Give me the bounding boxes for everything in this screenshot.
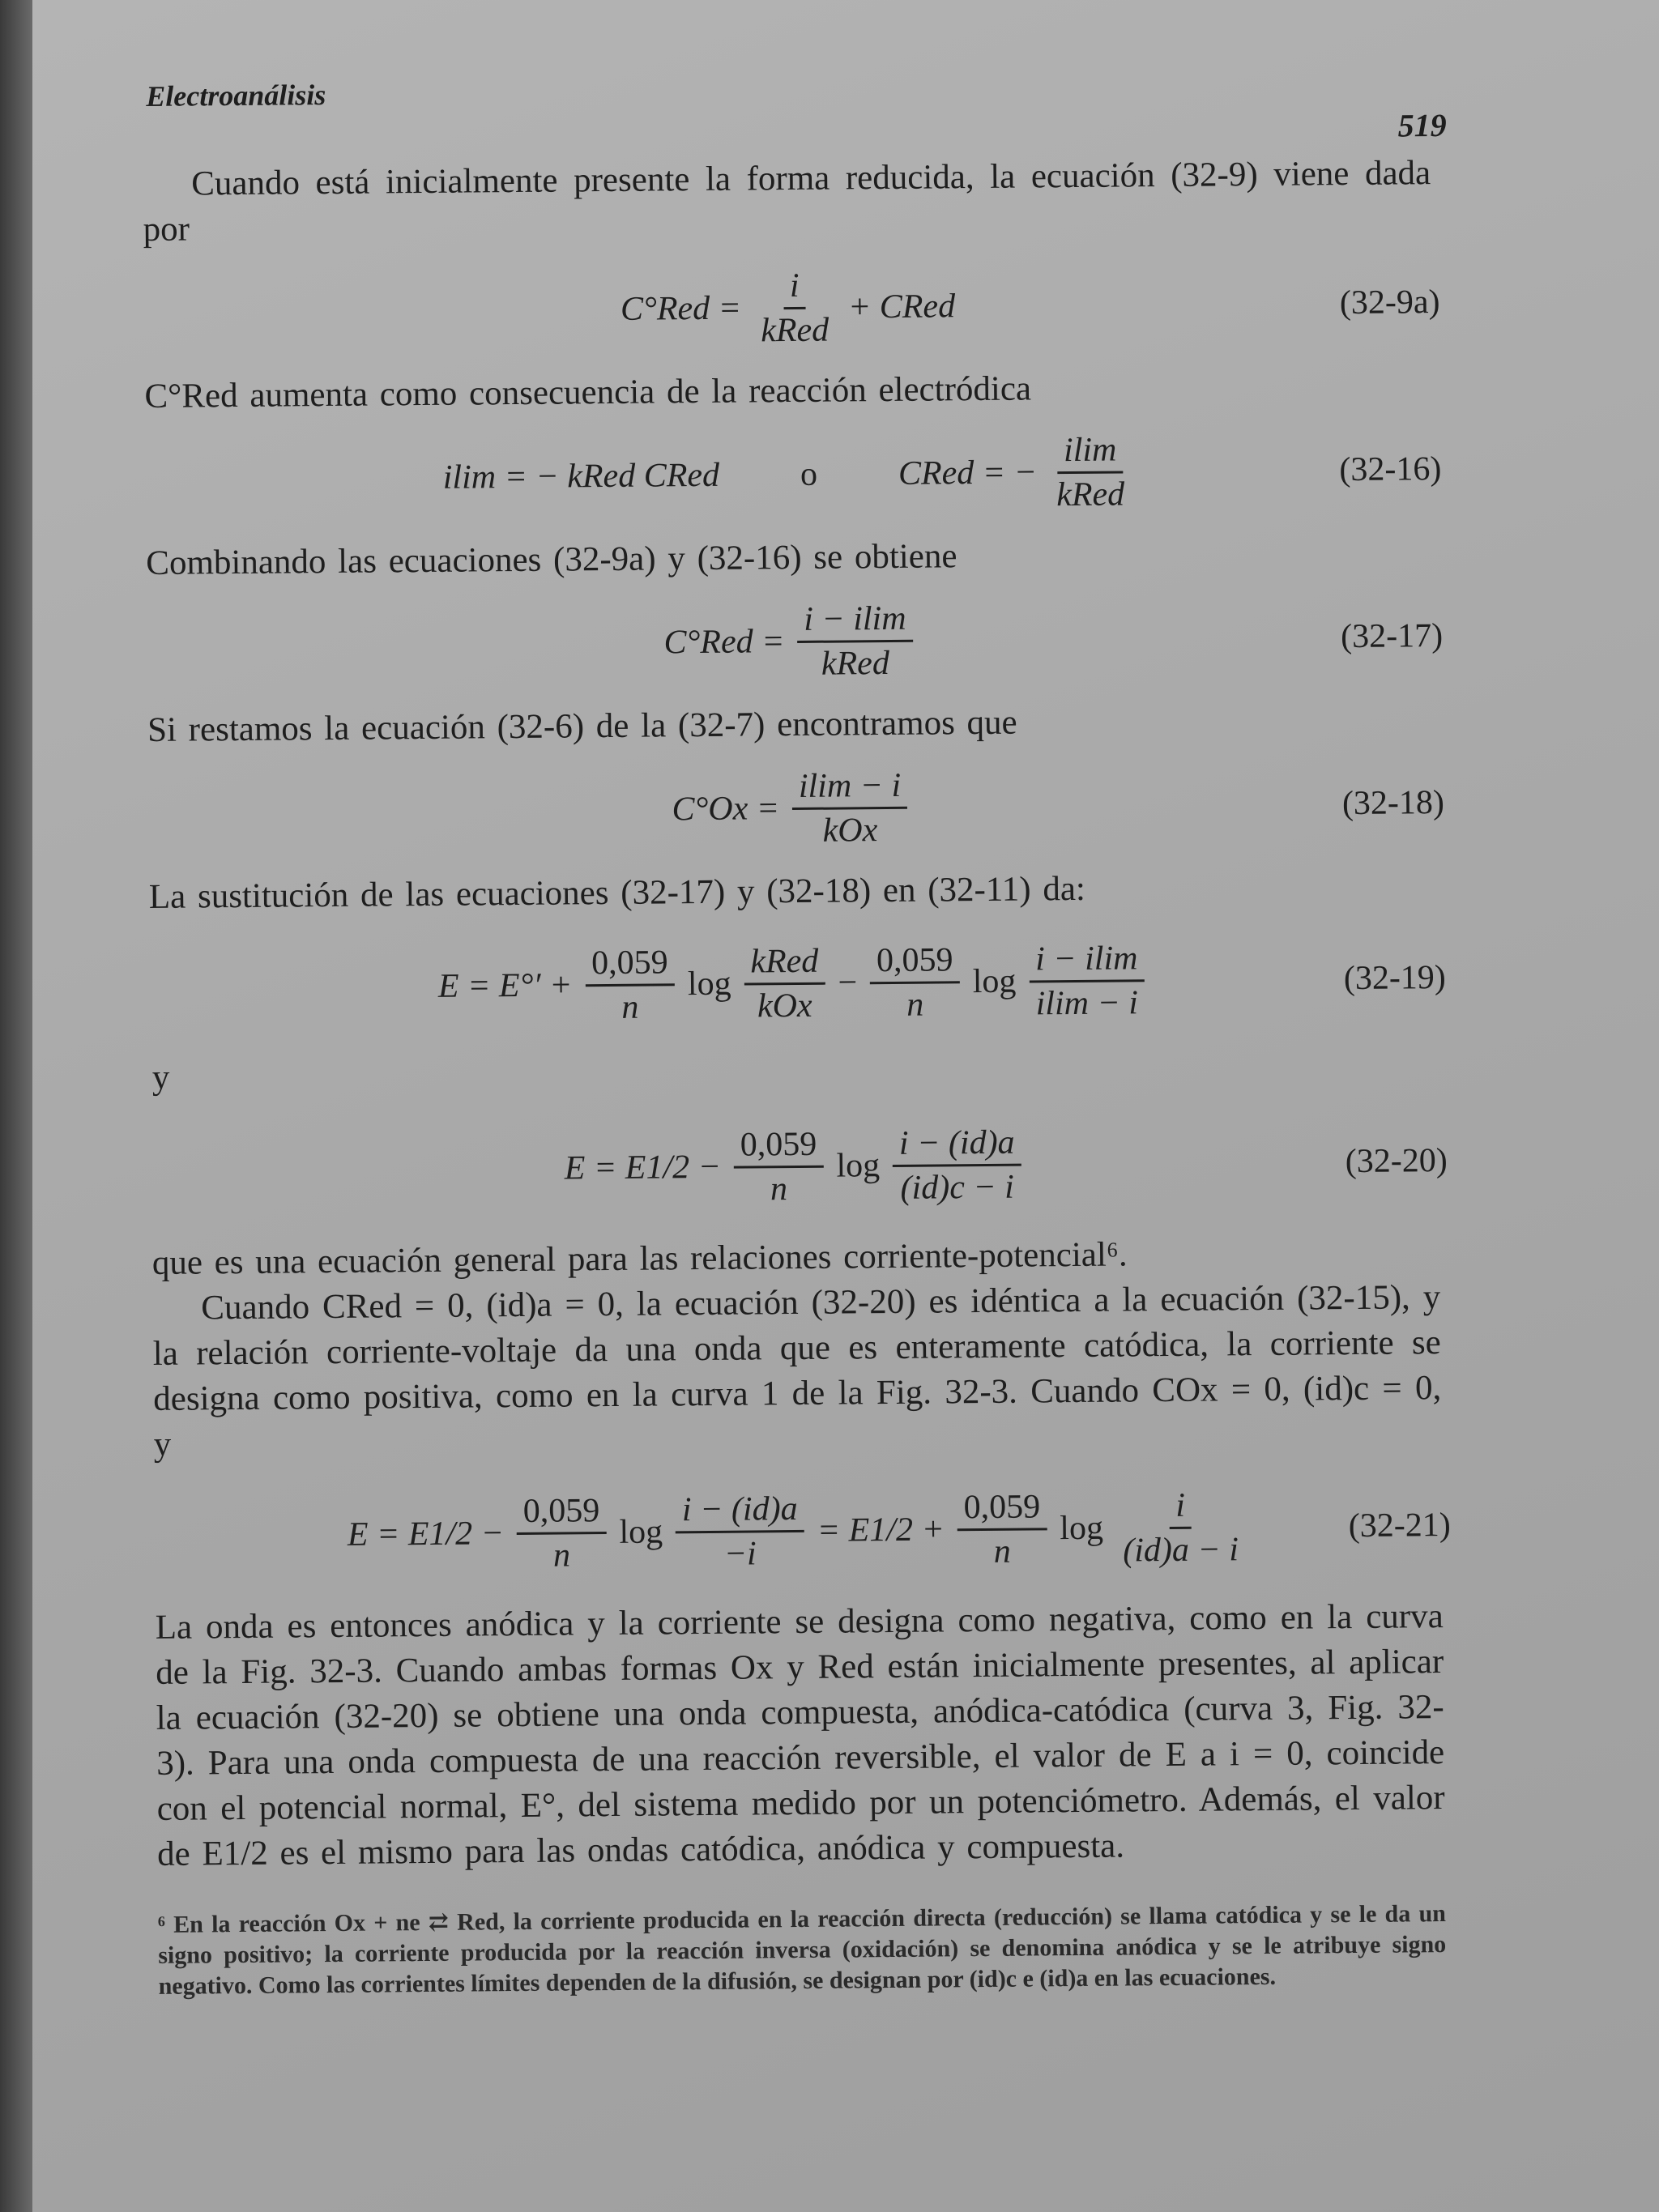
eq-19-coefficient-2 [870, 940, 960, 1025]
eq-17-denominator: kRed [821, 644, 890, 683]
paragraph-8: La onda es entonces anódica y la corriente se designa como negativa, como en la curva de la Fig. 32-3. Cuando ambas formas Ox y Red están inicialmente presentes, al aplicar la ecuación (32-20) se obtiene una onda compuesta, anódica-catódica (curva 3, Fig. 32-3). Para una onda compuesta de una reacción reversible, el valor de E a i = 0, coincide con el potencial normal, E°, del sistema medido por un potenciómetro. Además, el valor de E1/2 es el mismo para las ondas catódica, anódica y compuesta. [155, 1597, 1445, 1873]
eq-19-num1: kRed [744, 941, 825, 985]
conjunction-y: y [151, 1058, 170, 1097]
eq-19-fraction-2 [1029, 939, 1145, 1023]
eq-21-mid: = E1/2 + [817, 1511, 945, 1549]
eq-19-num2: i − ilim [1029, 939, 1145, 982]
eq-19-den2: ilim − i [1035, 983, 1139, 1022]
equation-number: (32-17) [1340, 617, 1444, 656]
eq-18-denominator: kOx [822, 811, 878, 850]
equation-32-19 [149, 909, 1447, 1058]
eq-21-log-2: log [1060, 1509, 1104, 1548]
eq-21-n1: n [552, 1536, 571, 1575]
equation-number: (32-19) [1343, 958, 1447, 998]
eq-9a-tail: + CRed [847, 288, 956, 326]
eq-21-lhs: E = E1/2 − [347, 1515, 505, 1554]
eq-18-lhs: C°Ox = [672, 790, 780, 829]
paragraph-6: que es una ecuación general para las relaciones corriente-potencial⁶. [151, 1235, 1128, 1282]
eq-17-numerator: i − ilim [797, 599, 913, 642]
eq-19-lhs: E = E°′ + [437, 966, 573, 1005]
eq-21-coefficient-2 [957, 1487, 1047, 1571]
footnote: ⁶ En la reacción Ox + ne ⇄ Red, la corriente producida en la reacción directa (reducción) se llama catódica y se le da un signo positivo; la corriente producida por la reacción inversa (oxidación) se denomina anódica y se le atribuye signo negativo. Como las corrientes límites dependen de la difusión, se designan por (id)c e (id)a en las ecuaciones. [157, 1900, 1447, 2000]
equation-number: (32-21) [1348, 1506, 1451, 1545]
eq-20-fraction [893, 1123, 1022, 1207]
eq-20-n: n [770, 1170, 788, 1208]
eq-19-minus: − [838, 964, 858, 1002]
eq-20-numerator: i − (id)a [893, 1123, 1021, 1166]
equation-32-20 [151, 1092, 1448, 1241]
eq-9a-numerator: i [783, 266, 806, 309]
eq-9a-denominator: kRed [761, 311, 830, 349]
eq-20-c: 0,059 [734, 1124, 824, 1168]
eq-21-num1: i − (id)a [676, 1489, 804, 1532]
eq-9a-fraction [754, 266, 836, 350]
running-head: Electroanálisis [146, 79, 326, 113]
equation-number: (32-16) [1339, 450, 1442, 489]
eq-16-fraction [1050, 430, 1132, 514]
eq-21-coefficient-1 [517, 1491, 607, 1575]
paragraph-5: La sustitución de las ecuaciones (32-17) y (32-18) en (32-11) da: [148, 869, 1086, 916]
paragraph-7: Cuando CRed = 0, (id)a = 0, la ecuación (32-20) es idéntica a la ecuación (32-15), y la relación corriente-voltaje da una onda que es enteramente catódica, la corriente se designa como positiva, como en la curva 1 de la Fig. 32-3. Cuando COx = 0, (id)c = 0, y [152, 1278, 1442, 1464]
page-number: 519 [1397, 106, 1447, 144]
eq-19-log-2: log [972, 962, 1017, 1001]
equation-32-16 [145, 408, 1442, 541]
equation-32-17 [147, 575, 1444, 708]
eq-17-fraction [797, 599, 913, 683]
eq-21-log-1: log [619, 1513, 663, 1551]
equation-32-9a [143, 241, 1440, 374]
eq-16-denominator: kRed [1056, 475, 1125, 514]
eq-9a-lhs: C°Red = [620, 289, 742, 328]
eq-19-n2: n [906, 986, 924, 1024]
eq-20-denominator: (id)c − i [900, 1168, 1015, 1207]
page-content [142, 62, 1451, 2002]
paragraph-4: Si restamos la ecuación (32-6) de la (32-7) encontramos que [147, 703, 1017, 749]
eq-19-den1: kOx [757, 987, 812, 1025]
equation-number: (32-9a) [1339, 283, 1440, 322]
eq-21-c1: 0,059 [517, 1491, 607, 1535]
eq-19-log-1: log [687, 965, 731, 1004]
eq-19-coefficient-1 [585, 943, 675, 1027]
equation-number: (32-18) [1341, 784, 1445, 823]
eq-19-fraction-1 [744, 941, 825, 1025]
equation-32-18 [147, 742, 1445, 875]
paragraph-3: Combinando las ecuaciones (32-9a) y (32-16) se obtiene [146, 537, 957, 582]
book-page [32, 0, 1659, 2212]
paragraph-2: C°Red aumenta como consecuencia de la reacción electródica [144, 369, 1032, 416]
eq-20-lhs: E = E1/2 − [564, 1148, 722, 1187]
eq-21-den1: −i [723, 1534, 757, 1573]
eq-20-coefficient [734, 1124, 824, 1208]
eq-21-c2: 0,059 [957, 1487, 1047, 1531]
eq-18-numerator: ilim − i [792, 765, 908, 809]
eq-21-den2: (id)a − i [1123, 1530, 1239, 1569]
eq-19-c2: 0,059 [870, 940, 960, 984]
eq-19-n1: n [621, 988, 639, 1026]
eq-20-log: log [836, 1147, 881, 1185]
eq-21-num2: i [1169, 1485, 1192, 1528]
eq-16-or: o [800, 455, 818, 493]
paragraph-1: Cuando está inicialmente presente la forma reducida, la ecuación (32-9) viene dada por [143, 154, 1431, 249]
eq-19-c1: 0,059 [585, 943, 675, 987]
eq-17-lhs: C°Red = [663, 623, 785, 662]
equation-number: (32-20) [1345, 1141, 1448, 1181]
eq-21-fraction-2 [1116, 1485, 1246, 1570]
page-header [142, 62, 1447, 162]
eq-21-n2: n [993, 1532, 1012, 1571]
eq-21-fraction-1 [676, 1489, 805, 1573]
equation-32-21 [154, 1456, 1451, 1605]
eq-16-left: ilim = − kRed CRed [442, 456, 720, 497]
eq-16-lhs: CRed = − [898, 454, 1038, 492]
eq-16-numerator: ilim [1057, 430, 1124, 474]
eq-18-fraction [792, 765, 908, 850]
